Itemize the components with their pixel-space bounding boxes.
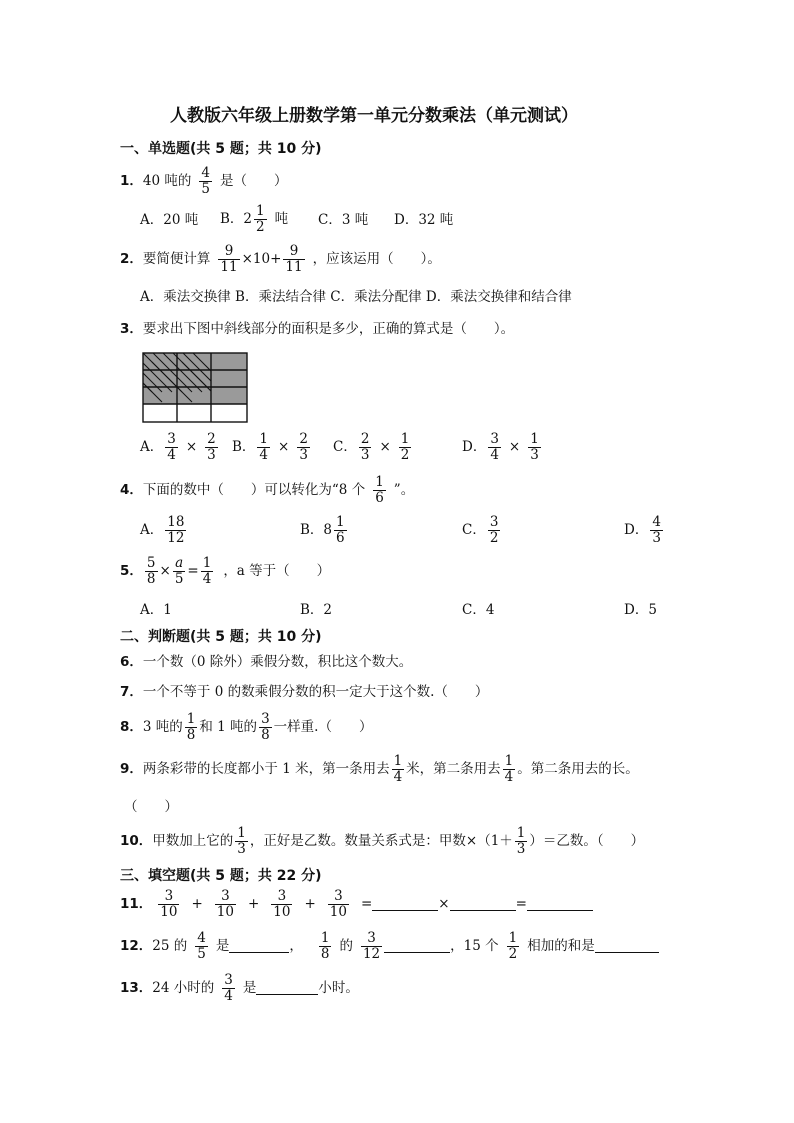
question-number: 11． <box>120 895 153 912</box>
fraction: $\frac{1}{8}$ <box>186 711 196 743</box>
question-number: 4． <box>120 481 143 498</box>
option-label: D． <box>624 521 649 538</box>
question-text: 一个数（0 除外）乘假分数，积比这个数大。 <box>142 654 413 670</box>
fraction: $\frac{3}{10}$ <box>273 888 291 920</box>
question-12 <box>120 931 659 962</box>
plus-sign: + <box>304 895 316 912</box>
question-number: 12． <box>120 937 153 954</box>
question-text: 甲数加上它的 <box>152 832 234 849</box>
times-sign: × <box>379 438 391 455</box>
fraction: $\frac{1}{4}$ <box>504 753 514 785</box>
question-9 <box>120 754 639 785</box>
question-number: 7． <box>120 684 143 700</box>
question-1 <box>120 166 287 197</box>
question-text: 。第二条用去的长。 <box>517 760 639 777</box>
fraction: $\frac{4}{3}$ <box>652 514 661 546</box>
fraction: $\frac{1}{3}$ <box>237 825 246 857</box>
fraction: $\frac{18}{12}$ <box>167 514 185 546</box>
question-text: 25 的 <box>152 937 188 954</box>
question-text: ，应该运用（ ）。 <box>312 250 441 267</box>
option-d[interactable]: D．5 <box>624 602 657 618</box>
option-b[interactable] <box>232 432 312 463</box>
question-number: 10． <box>120 832 153 849</box>
question-number: 1． <box>120 172 143 189</box>
separator: ， <box>289 937 303 954</box>
option-c[interactable]: C．4 <box>462 602 495 618</box>
fraction: $\frac{1}{3}$ <box>530 431 539 463</box>
question-text: 24 小时的 <box>152 979 215 996</box>
equals-sign: = <box>360 895 373 912</box>
fraction: $\frac{5}{8}$ <box>146 555 156 587</box>
option-b[interactable] <box>220 204 288 235</box>
hatched-area-figure <box>142 352 248 424</box>
fraction: $\frac{1}{2}$ <box>508 930 518 962</box>
fraction: $\frac{a}{5}$ <box>174 555 184 587</box>
question-text: 要求出下图中斜线部分的面积是多少，正确的算式是（ ）。 <box>142 321 515 337</box>
question-4 <box>120 475 414 506</box>
option-d[interactable] <box>624 515 665 546</box>
answer-blank[interactable] <box>450 897 516 911</box>
question-text: 的 <box>339 937 353 954</box>
question-13 <box>120 973 359 1004</box>
question-text: 两条彩带的长度都小于 1 米，第一条用去 <box>142 760 390 777</box>
fraction: $\frac{3}{4}$ <box>224 972 233 1004</box>
fraction: $\frac{9}{11}$ <box>285 243 303 275</box>
whole-number: 8 <box>323 521 333 538</box>
question-text: 是 <box>242 979 257 996</box>
answer-blank[interactable] <box>527 897 593 911</box>
question-text: 一个不等于 0 的数乘假分数的积一定大于这个数.（ ） <box>142 684 489 700</box>
question-text: ，a 等于（ ） <box>223 562 331 579</box>
question-text: 3 吨的 <box>142 718 183 735</box>
question-6 <box>120 656 412 670</box>
fraction: $\frac{9}{11}$ <box>220 243 238 275</box>
fraction: $\frac{1}{3}$ <box>516 825 526 857</box>
fraction: $\frac{1}{6}$ <box>375 474 384 506</box>
times-sign: × <box>159 562 171 579</box>
question-10 <box>120 826 644 857</box>
answer-blank[interactable] <box>229 939 289 953</box>
equals-sign: = <box>515 895 527 912</box>
question-text: 一样重.（ ） <box>273 718 373 735</box>
question-text: 要简便计算 <box>142 250 211 267</box>
fraction: $\frac{2}{3}$ <box>299 431 308 463</box>
option-c[interactable] <box>462 515 502 546</box>
question-text: 是（ ） <box>219 172 288 189</box>
fraction: $\frac{4}{5}$ <box>201 165 210 197</box>
fraction: $\frac{1}{6}$ <box>336 514 345 546</box>
option-a[interactable] <box>140 515 188 546</box>
question-text: 米，第二条用去 <box>406 760 501 777</box>
times-sign: × <box>185 438 198 455</box>
option-label: A． <box>140 521 164 538</box>
question-number: 8． <box>120 718 143 735</box>
question-text: 下面的数中（ ）可以转化为“8 个 <box>142 481 366 498</box>
question-number: 5． <box>120 562 143 579</box>
fraction: $\frac{3}{4}$ <box>167 431 176 463</box>
question-number: 9． <box>120 760 143 777</box>
plus-sign: + <box>191 895 203 912</box>
section-heading-fill-blank: 三、填空题(共 5 题；共 22 分) <box>120 868 322 884</box>
option-label: D． <box>462 438 487 455</box>
fraction: $\frac{2}{3}$ <box>360 431 370 463</box>
option-label: B． <box>232 438 256 455</box>
answer-blank[interactable] <box>595 939 659 953</box>
times-sign: × <box>278 438 290 455</box>
options-line[interactable]: A．乘法交换律 B．乘法结合律 C．乘法分配律 D．乘法交换律和结合律 <box>140 289 572 305</box>
option-label: A． <box>140 438 164 455</box>
equals-sign: = <box>187 562 199 579</box>
question-number: 6． <box>120 654 143 670</box>
option-b[interactable]: B．2 <box>300 602 333 618</box>
fraction: $\frac{3}{8}$ <box>261 711 270 743</box>
question-text: ）＝乙数。（ ） <box>529 832 645 849</box>
fraction: $\frac{1}{8}$ <box>320 930 330 962</box>
question-text: 40 吨的 <box>142 172 192 189</box>
question-number: 2． <box>120 250 143 267</box>
fraction: $\frac{2}{3}$ <box>207 431 216 463</box>
fraction: $\frac{3}{4}$ <box>490 431 499 463</box>
question-number: 3． <box>120 321 143 337</box>
question-text: 是 <box>215 937 230 954</box>
page-title: 人教版六年级上册数学第一单元分数乘法（单元测试） <box>170 106 578 126</box>
question-8 <box>120 712 372 743</box>
answer-blank[interactable] <box>384 939 450 953</box>
expression-text: ×10+ <box>241 250 282 267</box>
answer-blank[interactable] <box>256 981 318 995</box>
plus-sign: + <box>247 895 260 912</box>
fraction: $\frac{3}{10}$ <box>329 888 347 920</box>
fraction: $\frac{1}{2}$ <box>256 203 265 235</box>
fraction: $\frac{1}{4}$ <box>259 431 269 463</box>
question-text: 相加的和是 <box>527 937 595 954</box>
fraction: $\frac{1}{2}$ <box>400 431 410 463</box>
question-text: ”。 <box>393 481 415 498</box>
question-text: 小时。 <box>318 979 359 996</box>
option-d[interactable]: D．32 吨 <box>394 212 454 228</box>
fraction: $\frac{3}{10}$ <box>216 888 234 920</box>
question-2 <box>120 244 441 275</box>
question-3 <box>120 323 514 337</box>
fraction: $\frac{1}{4}$ <box>393 753 403 785</box>
fraction: $\frac{3}{2}$ <box>489 514 499 546</box>
question-text: ，正好是乙数。数量关系式是：甲数×（1＋ <box>249 832 513 849</box>
times-sign: × <box>508 438 521 455</box>
question-text: ，15 个 <box>450 937 499 954</box>
fraction: $\frac{4}{5}$ <box>197 930 206 962</box>
question-text: 和 1 吨的 <box>199 718 258 735</box>
option-a[interactable]: A．1 <box>140 602 172 618</box>
option-a[interactable] <box>140 432 220 463</box>
question-number: 13． <box>120 979 153 996</box>
option-a[interactable]: A．20 吨 <box>140 212 199 228</box>
fraction: $\frac{1}{4}$ <box>202 555 212 587</box>
option-text: 吨 <box>274 210 289 227</box>
option-d[interactable] <box>462 432 543 463</box>
question-5 <box>120 556 330 587</box>
option-c[interactable] <box>333 432 413 463</box>
answer-brackets[interactable]: （ ） <box>124 799 178 815</box>
option-label: B．2 <box>220 210 253 227</box>
option-label: C． <box>462 521 486 538</box>
question-7 <box>120 686 488 700</box>
option-label: B． <box>300 521 324 538</box>
option-b[interactable] <box>300 515 349 546</box>
question-11 <box>120 889 593 920</box>
option-c[interactable]: C．3 吨 <box>318 212 369 228</box>
answer-blank[interactable] <box>372 897 438 911</box>
times-sign: × <box>438 895 450 912</box>
section-heading-true-false: 二、判断题(共 5 题；共 10 分) <box>120 629 322 645</box>
fraction: $\frac{3}{10}$ <box>160 888 178 920</box>
fraction: $\frac{3}{12}$ <box>362 930 381 962</box>
option-label: C． <box>333 438 357 455</box>
section-heading-single-choice: 一、单选题(共 5 题；共 10 分) <box>120 141 322 157</box>
